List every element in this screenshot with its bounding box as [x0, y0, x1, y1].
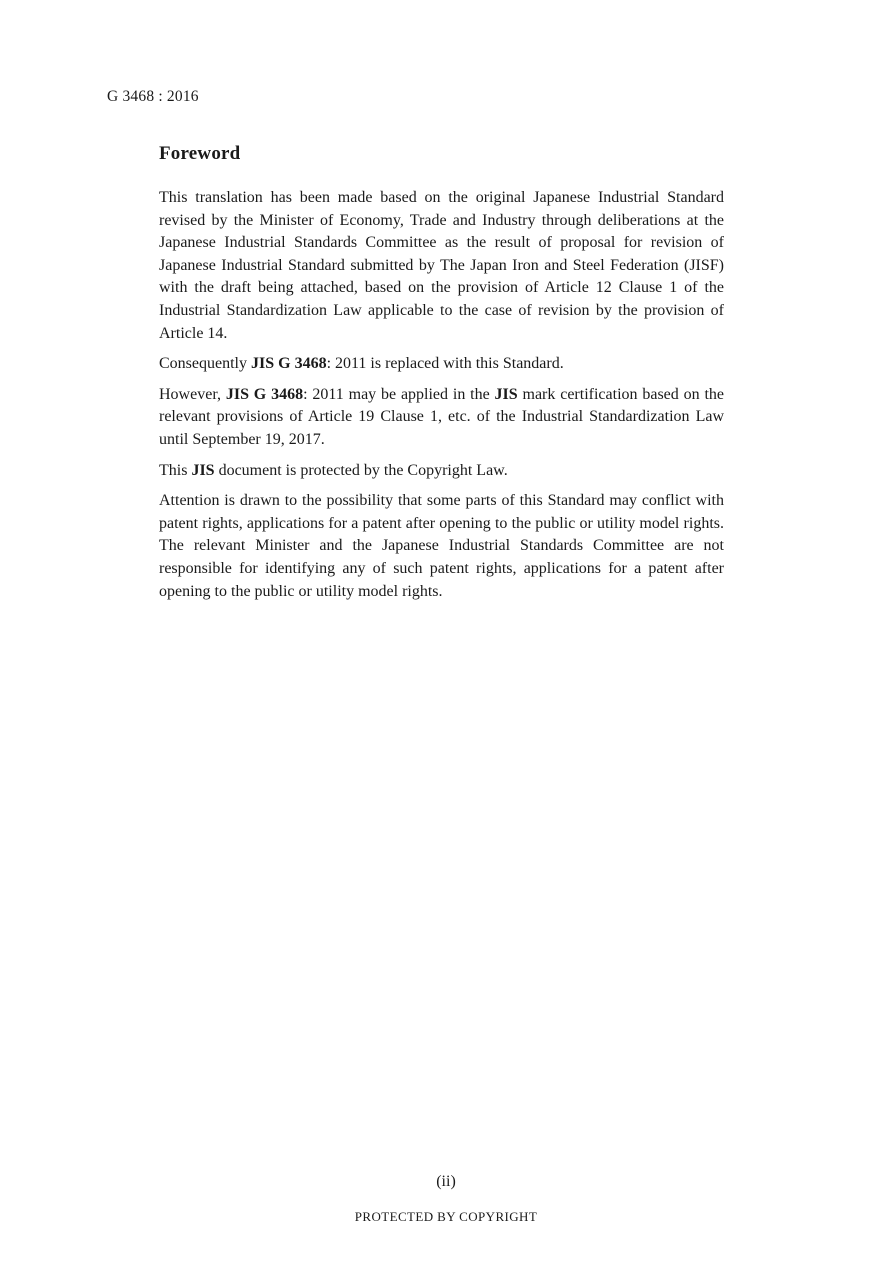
p2-standard-ref: JIS G 3468 [251, 355, 327, 373]
page-number: (ii) [436, 1173, 456, 1190]
foreword-paragraph-4 [159, 460, 724, 483]
foreword-paragraph-3 [159, 384, 724, 452]
p3-text-mid: : 2011 may be applied in the [303, 385, 495, 403]
p3-text-pre: However, [159, 385, 226, 403]
foreword-paragraph-2 [159, 353, 724, 376]
p4-jis-ref: JIS [191, 461, 215, 479]
p4-text-post: document is protected by the Copyright Law. [214, 461, 508, 479]
foreword-paragraph-1: This translation has been made based on the original Japanese Industrial Standard revised by the Minister of Economy, Trade and Industry through deliberations at the Japanese Industrial Standards Committee as the result of proposal for revision of Japanese Industrial Standard submitted by The Japan Iron and Steel Federation (JISF) with the draft being attached, based on the provision of Article 12 Clause 1 of the Industrial Standardization Law applicable to the case of revision by the provision of Article 14. [159, 189, 724, 342]
p2-text-pre: Consequently [159, 355, 251, 373]
p4-text-pre: This [159, 461, 192, 479]
foreword-paragraph-5: Attention is drawn to the possibility that some parts of this Standard may conflict with patent rights, applications for a patent after opening to the public or utility model rights. The relevant Minister and the Japanese Industrial Standards Committee are not responsible for identifying any of such patent rights, applications for a patent after opening to the public or utility model rights. [159, 492, 724, 600]
p3-jis-ref: JIS [494, 385, 518, 403]
p3-text-post: mark certification based on the relevant provisions of Article 19 Clause 1, etc. of the Industrial Standardization Law until September 19, 2017. [159, 385, 725, 448]
foreword-section [159, 143, 724, 611]
p2-text-post: : 2011 is replaced with this Standard. [326, 355, 564, 373]
foreword-title: Foreword [159, 143, 241, 164]
copyright-footer: PROTECTED BY COPYRIGHT [354, 1209, 538, 1224]
document-id: G 3468 : 2016 [107, 88, 199, 105]
p3-standard-ref: JIS G 3468 [225, 385, 304, 403]
